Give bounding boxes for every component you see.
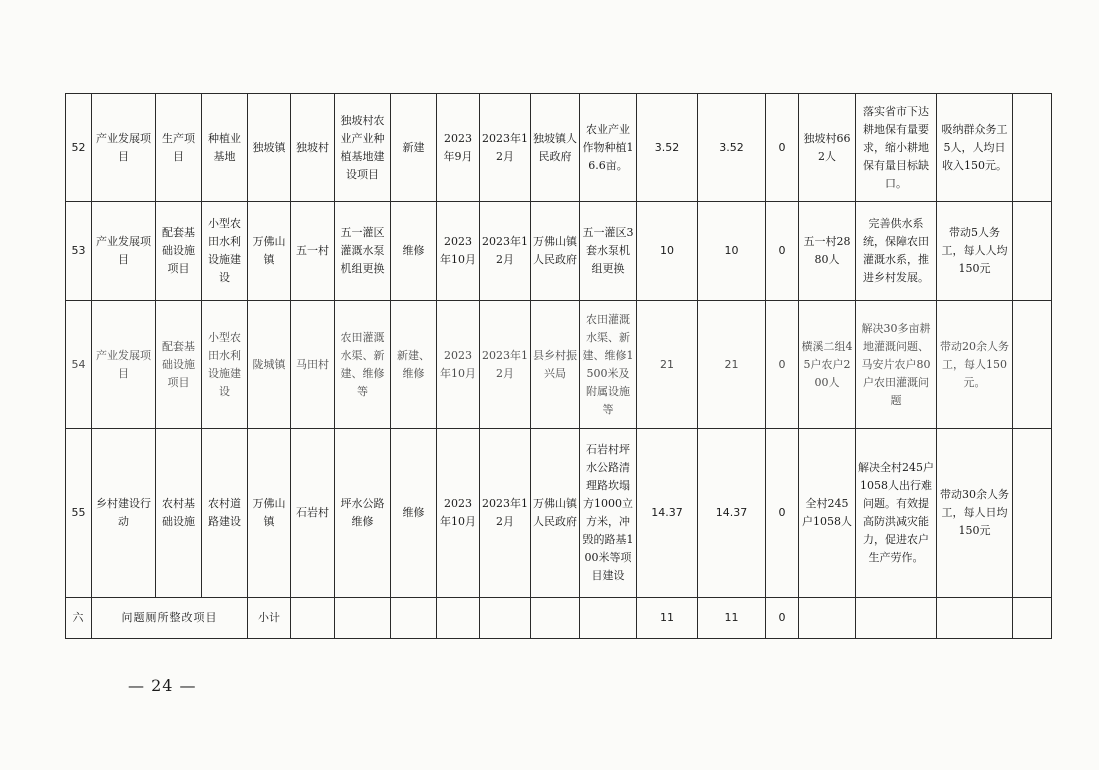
project-content: 农田灌溉水渠、新建、维修1500米及附属设施等 (580, 301, 637, 429)
project-beneficiary: 五一村2880人 (799, 202, 856, 301)
project-town: 陇城镇 (248, 301, 291, 429)
project-total-investment: 10 (637, 202, 698, 301)
project-start: 2023年10月 (437, 429, 480, 598)
row-index: 55 (66, 429, 92, 598)
project-extra (1013, 202, 1052, 301)
project-nature: 新建 (391, 94, 437, 202)
project-start: 2023年10月 (437, 202, 480, 301)
empty-cell (531, 598, 580, 639)
project-content: 农业产业作物种植16.6亩。 (580, 94, 637, 202)
project-town: 独坡镇 (248, 94, 291, 202)
project-category: 产业发展项目 (92, 202, 156, 301)
empty-cell (335, 598, 391, 639)
section-total-investment: 11 (637, 598, 698, 639)
empty-cell (937, 598, 1013, 639)
project-total-investment: 3.52 (637, 94, 698, 202)
project-item: 小型农田水利设施建设 (202, 301, 248, 429)
project-extra (1013, 301, 1052, 429)
project-name: 独坡村农业产业种植基地建设项目 (335, 94, 391, 202)
project-start: 2023年10月 (437, 301, 480, 429)
project-end: 2023年12月 (480, 202, 531, 301)
project-beneficiary: 全村245户1058人 (799, 429, 856, 598)
project-category: 乡村建设行动 (92, 429, 156, 598)
table-row (66, 429, 1052, 598)
section-fiscal-funds: 11 (698, 598, 766, 639)
table-row (66, 94, 1052, 202)
project-beneficiary: 独坡村662人 (799, 94, 856, 202)
project-end: 2023年12月 (480, 94, 531, 202)
page-number: — 24 — (128, 676, 197, 695)
table-row (66, 301, 1052, 429)
project-goal: 解决30多亩耕地灌溉问题、马安片农户80户农田灌溉问题 (856, 301, 937, 429)
project-beneficiary: 横溪二组45户农户200人 (799, 301, 856, 429)
section-row (66, 598, 1052, 639)
project-goal: 落实省市下达耕地保有量要求，缩小耕地保有量目标缺口。 (856, 94, 937, 202)
project-subtype: 配套基础设施项目 (156, 301, 202, 429)
project-category: 产业发展项目 (92, 94, 156, 202)
empty-cell (437, 598, 480, 639)
project-extra (1013, 429, 1052, 598)
project-content: 石岩村坪水公路清理路坎塌方1000立方米，冲毁的路基100米等项目建设 (580, 429, 637, 598)
project-nature: 维修 (391, 202, 437, 301)
project-village: 石岩村 (291, 429, 335, 598)
empty-cell (1013, 598, 1052, 639)
project-mechanism: 带动20余人务工，每人150元。 (937, 301, 1013, 429)
project-village: 独坡村 (291, 94, 335, 202)
empty-cell (856, 598, 937, 639)
project-mechanism: 带动5人务工，每人人均150元 (937, 202, 1013, 301)
project-nature: 新建、维修 (391, 301, 437, 429)
project-owner: 万佛山镇人民政府 (531, 429, 580, 598)
project-end: 2023年12月 (480, 429, 531, 598)
project-start: 2023年9月 (437, 94, 480, 202)
section-title: 问题厕所整改项目 (92, 598, 248, 639)
project-total-investment: 21 (637, 301, 698, 429)
project-fiscal-funds: 21 (698, 301, 766, 429)
row-index: 52 (66, 94, 92, 202)
empty-cell (799, 598, 856, 639)
section-label: 小计 (248, 598, 291, 639)
section-index: 六 (66, 598, 92, 639)
project-town: 万佛山镇 (248, 429, 291, 598)
project-fiscal-funds: 3.52 (698, 94, 766, 202)
row-index: 53 (66, 202, 92, 301)
project-other-funds: 0 (766, 94, 799, 202)
project-item: 小型农田水利设施建设 (202, 202, 248, 301)
project-mechanism: 带动30余人务工，每人日均150元 (937, 429, 1013, 598)
project-extra (1013, 94, 1052, 202)
project-table (65, 93, 1052, 639)
project-end: 2023年12月 (480, 301, 531, 429)
project-goal: 解决全村245户1058人出行难问题。有效提高防洪减灾能力，促进农户生产劳作。 (856, 429, 937, 598)
project-subtype: 农村基础设施 (156, 429, 202, 598)
project-item: 种植业基地 (202, 94, 248, 202)
section-other-funds: 0 (766, 598, 799, 639)
project-fiscal-funds: 10 (698, 202, 766, 301)
project-category: 产业发展项目 (92, 301, 156, 429)
project-village: 马田村 (291, 301, 335, 429)
project-name: 五一灌区灌溉水泵机组更换 (335, 202, 391, 301)
project-other-funds: 0 (766, 429, 799, 598)
table-row (66, 202, 1052, 301)
project-content: 五一灌区3套水泵机组更换 (580, 202, 637, 301)
project-nature: 维修 (391, 429, 437, 598)
project-total-investment: 14.37 (637, 429, 698, 598)
empty-cell (391, 598, 437, 639)
project-subtype: 生产项目 (156, 94, 202, 202)
empty-cell (580, 598, 637, 639)
empty-cell (291, 598, 335, 639)
project-item: 农村道路建设 (202, 429, 248, 598)
row-index: 54 (66, 301, 92, 429)
project-mechanism: 吸纳群众务工5人，人均日收入150元。 (937, 94, 1013, 202)
project-subtype: 配套基础设施项目 (156, 202, 202, 301)
project-other-funds: 0 (766, 301, 799, 429)
project-owner: 县乡村振兴局 (531, 301, 580, 429)
project-name: 农田灌溉水渠、新建、维修等 (335, 301, 391, 429)
project-village: 五一村 (291, 202, 335, 301)
project-owner: 万佛山镇人民政府 (531, 202, 580, 301)
project-fiscal-funds: 14.37 (698, 429, 766, 598)
project-other-funds: 0 (766, 202, 799, 301)
project-town: 万佛山镇 (248, 202, 291, 301)
project-goal: 完善供水系统，保障农田灌溉水系，推进乡村发展。 (856, 202, 937, 301)
project-owner: 独坡镇人民政府 (531, 94, 580, 202)
empty-cell (480, 598, 531, 639)
project-name: 坪水公路维修 (335, 429, 391, 598)
